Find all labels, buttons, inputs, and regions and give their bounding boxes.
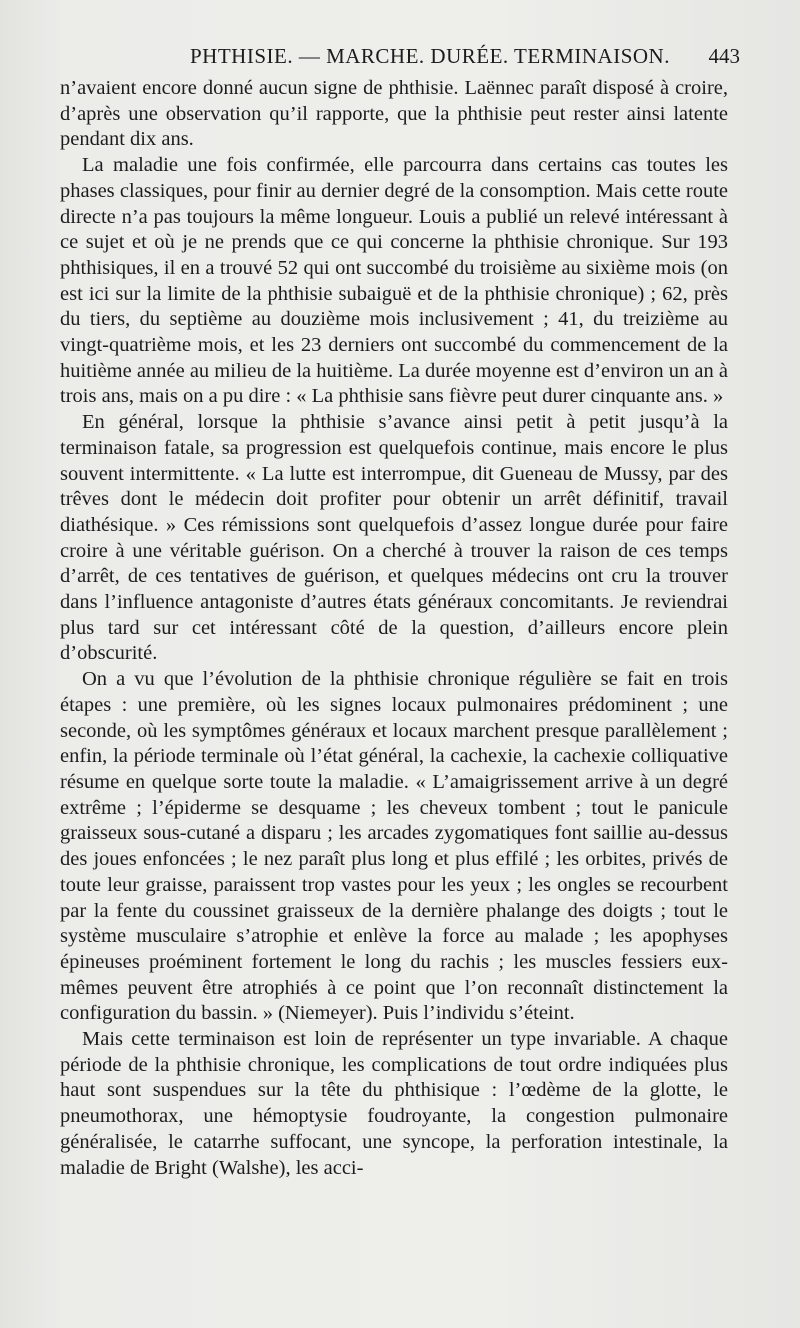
paragraph-continuation: n’avaient encore donné aucun signe de phthisie. Laënnec paraît disposé à croire, d’après une observation qu’il rapporte, que la phthisie peut rester ainsi latente pendant dix ans.: [60, 77, 728, 151]
page-header: [160, 44, 740, 76]
page-number: 443: [708, 44, 740, 68]
body-text: [60, 76, 728, 1181]
paragraph: On a vu que l’évolution de la phthisie chronique régulière se fait en trois étapes : une première, où les signes locaux pulmonaires prédominent ; une seconde, où les symptômes généraux et locaux marchent presque parallèlement ; enfin, la période terminale où l’état général, la cachexie, la cachexie colliquative résume en quelque sorte toute la maladie. « L’amaigrissement arrive à un degré extrême ; l’épiderme se desquame ; les cheveux tombent ; tout le panicule graisseux sous-cutané a disparu ; les arcades zygomatiques font saillie au-dessus des joues enfoncées ; le nez paraît plus long et plus effilé ; les orbites, privés de toute leur graisse, paraissent trop vastes pour les yeux ; les ongles se recourbent par la fente du coussinet graisseux de la dernière phalange des doigts ; tout le système musculaire s’atrophie et enlève la force au malade ; les apophyses épineuses proéminent fortement le long du rachis ; les muscles fessiers eux-mêmes peuvent être atrophiés à ce point que l’on reconnaît distinctement la configuration du bassin. » (Niemeyer). Puis l’individu s’éteint.: [60, 668, 728, 1025]
paragraph: La maladie une fois confirmée, elle parcourra dans certains cas toutes les phases classiques, pour finir au dernier degré de la consomption. Mais cette route directe n’a pas toujours la même longueur. Louis a publié un relevé intéressant à ce sujet et où je ne prends que ce qui concerne la phthisie chronique. Sur 193 phthisiques, il en a trouvé 52 qui ont succombé du troisième au sixième mois (on est ici sur la limite de la phthisie subaiguë et de la phthisie chronique) ; 62, près du tiers, du septième au douzième mois inclusivement ; 41, du treizième au vingt-quatrième mois, et les 23 derniers ont succombé du commencement de la huitième année au milieu de la huitième. La durée moyenne est d’environ un an à trois ans, mais on a pu dire : « La phthisie sans fièvre peut durer cinquante ans. »: [60, 154, 728, 408]
running-title: PHTHISIE. — MARCHE. DURÉE. TERMINAISON.: [190, 44, 670, 68]
paragraph: Mais cette terminaison est loin de représenter un type invariable. A chaque période de la phthisie chronique, les complications de tout ordre indiquées plus haut sont suspendues sur la tête du phthisique : l’œdème de la glotte, le pneumothorax, une hémoptysie foudroyante, la congestion pulmonaire généralisée, le catarrhe suffocant, une syncope, la perforation intestinale, la maladie de Bright (Walshe), les acci-: [60, 1028, 728, 1179]
paragraph: En général, lorsque la phthisie s’avance ainsi petit à petit jusqu’à la terminaison fatale, sa progression est quelquefois continue, mais encore le plus souvent intermittente. « La lutte est interrompue, dit Gueneau de Mussy, par des trêves dont le médecin doit profiter pour obtenir un arrêt définitif, travail diathésique. » Ces rémissions sont quelquefois d’assez longue durée pour faire croire à une véritable guérison. On a cherché à trouver la raison de ces temps d’arrêt, de ces tentatives de guérison, et quelques médecins ont cru la trouver dans l’influence antagoniste d’autres états généraux concomitants. Je reviendrai plus tard sur cet intéressant côté de la question, d’ailleurs encore plein d’obscurité.: [60, 411, 728, 665]
